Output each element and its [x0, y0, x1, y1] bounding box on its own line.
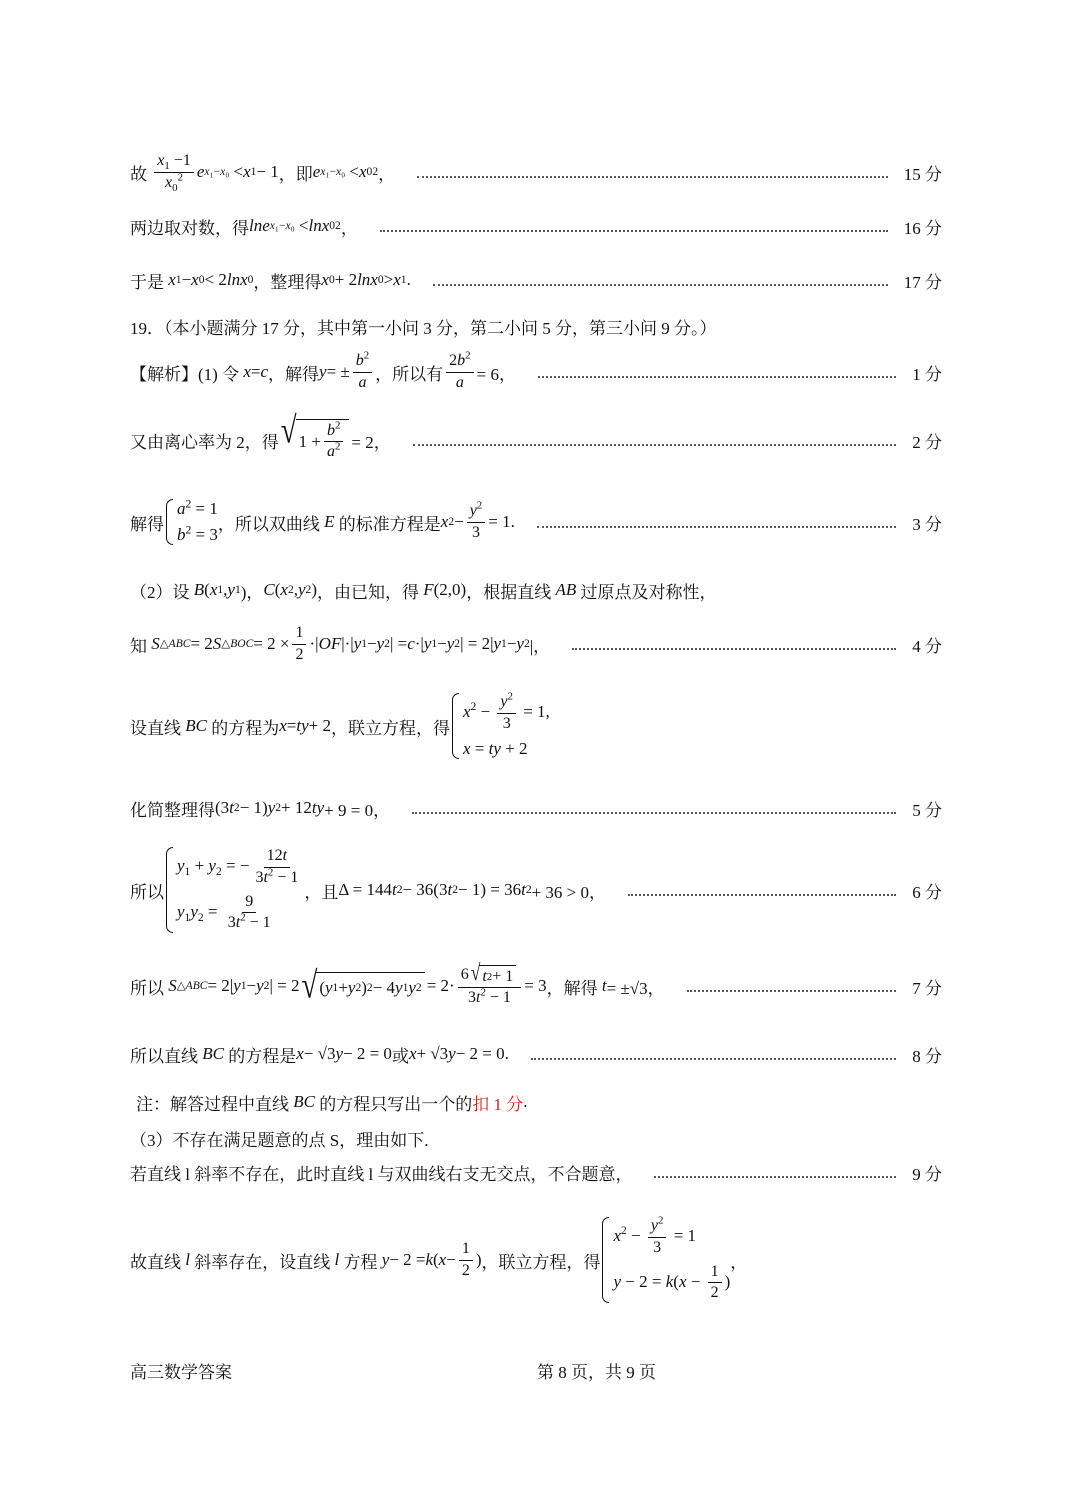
math-text: 知 S △ABC = 2 S △BOC = 2 × $\frac{1}{2}$ ·| OF |·| y 1 − y 2 | = c ·| y 1 − y 2 | = 2| y 1 − y 2 |， — [130, 624, 551, 663]
leader-dots — [628, 894, 896, 896]
score-label: 16 分 — [903, 218, 942, 238]
square-root: √ 1 + $\frac{b^2}{a^2}$ — [281, 419, 350, 462]
score-label: 9 分 — [912, 1164, 942, 1184]
leader-dots — [538, 376, 896, 378]
leader-dots — [531, 1058, 896, 1060]
equation-system: $x^2$ − $\frac{y^2}{3}$ = 1 y − 2 = k(x − $\frac{1}{2}$ ) — [602, 1217, 730, 1303]
leader-dots — [413, 444, 897, 446]
leader-dots — [412, 812, 896, 814]
score-label: 7 分 — [912, 978, 942, 998]
math-text: 于是 x 1 − x 0 < 2 lnx 0 ，整理得 x 0 + 2 lnx 0 > x 1 . — [130, 270, 411, 292]
score-label: 3 分 — [912, 514, 942, 534]
math-text: 设直线 BC 的方程为 x = ty + 2 ，联立方程，得 $x^2$ − $\frac{y^2}{3}$ = 1, x = ty + 2 — [130, 690, 550, 758]
solution-line-5 — [130, 778, 942, 838]
score-label: 8 分 — [912, 1046, 942, 1066]
solution-line-1 — [130, 342, 942, 402]
score-label: 15 分 — [903, 164, 942, 184]
math-text: 所以直线 BC 的方程是 x − √3 y − 2 = 0 或 x + √3 y − 2 = 0. — [130, 1044, 509, 1066]
leader-dots — [433, 284, 888, 286]
solution-line-3 — [130, 492, 942, 552]
equation-system: $y_1 + y_2$ = − $\frac{12t}{3t^2 - 1}$ $y_1y_2$ = $\frac{9}{3t^2 - 1}$ — [166, 847, 304, 933]
score-label: 5 分 — [912, 800, 942, 820]
deduction-note: 扣 1 分 — [472, 1094, 524, 1114]
leader-dots — [687, 990, 897, 992]
leader-dots — [572, 648, 896, 650]
leader-dots — [380, 230, 888, 232]
math-text: 两边取对数，得 lne x₁−x₀ < lnx 0 2 ， — [130, 216, 358, 238]
score-label: 17 分 — [903, 272, 942, 292]
math-text: 化简整理得 (3 t 2 − 1) y 2 + 12 ty + 9 = 0， — [130, 798, 391, 820]
score-label: 6 分 — [912, 882, 942, 902]
math-text: 故直线 l 斜率存在，设直线 l 方程 y − 2 = k ( x − $\frac{1}{2}$ ) ，联立方程，得 $x^2$ − $\frac{y^2}{3}$ = 1 y − 2 = k(x − $\frac{1}{2}$ ) ， — [130, 1214, 748, 1302]
equation-system: $a^2 = 1$ $b^2 = 3$ — [166, 499, 218, 545]
math-text: 解得 $a^2 = 1$ $b^2 = 3$ ，所以双曲线 E 的标准方程是 x 2 − $\frac{y^2}{3}$ = 1. — [130, 497, 515, 544]
solution-line-2 — [130, 410, 942, 470]
solution-line-15 — [130, 142, 942, 202]
footer-subject: 高三数学答案 — [130, 1363, 232, 1382]
solution-line-16 — [130, 196, 942, 256]
solution-line-system-2 — [130, 1214, 942, 1302]
math-text: 故 $\frac{x_1 -1}{x_0^2}$ e x₁−x₀ < x 1 − 1 ，即 e x₁−x₀ < x 0 2 ， — [130, 152, 396, 194]
score-label: 4 分 — [912, 636, 942, 656]
score-label: 1 分 — [912, 364, 942, 384]
part-3-intro: （3）不存在满足题意的点 S，理由如下. — [130, 1130, 429, 1150]
leader-dots — [537, 526, 896, 528]
fraction: $\frac{b^2}{a}$ — [353, 352, 372, 392]
question-19-header: 19．（本小题满分 17 分，其中第一小问 3 分，第二小问 5 分，第三小问 9 分。） — [130, 318, 717, 338]
grading-note: 注：解答过程中直线 BC 的方程只写出一个的 扣 1 分 . — [136, 1072, 942, 1132]
score-label: 2 分 — [912, 432, 942, 452]
solution-line-6 — [130, 842, 942, 938]
solution-line-9: 若直线 l 斜率不存在，此时直线 l 与双曲线右支无交点，不合题意， 9 分 — [130, 1142, 942, 1202]
solution-line-4 — [130, 614, 942, 674]
page-number: 第 8 页，共 9 页 — [537, 1363, 656, 1382]
fraction: $\frac{x_1 -1}{x_0^2}$ — [154, 152, 194, 192]
fraction: $\frac{2b^2}{a}$ — [446, 352, 473, 392]
math-text: 所以 S △ABC = 2| y 1 − y 2 | = 2 √ ( y 1 + y 2 ) 2 − 4 y 1 y 2 = 2· 6 √ t 2 + 1 $3t^2 - 1$ = 3 ，解得 t = ±√3， — [130, 958, 665, 1007]
math-text: 【解析】(1) 令 x = c ，解得 y = ± $\frac{b^2}{a}$ ，所以有 $\frac{2b^2}{a}$ = 6， — [130, 349, 516, 391]
solution-line-system — [130, 690, 942, 758]
part-2-intro — [130, 560, 942, 620]
math-text: （2）设 B ( x 1 , y 1 )， C ( x 2 , y 2 ) ，由已知，得 F (2,0) ，根据直线 AB 过原点及对称性， — [130, 580, 717, 602]
math-text: 又由离心率为 2，得 √ 1 + $\frac{b^2}{a^2}$ = 2， — [130, 409, 391, 460]
leader-dots — [654, 1176, 896, 1178]
math-text: 所以 $y_1 + y_2$ = − $\frac{12t}{3t^2 - 1}$ $y_1y_2$ = $\frac{9}{3t^2 - 1}$ ，且 Δ = 144 t 2 − 36(3 t 2 − 1) = 36 t 2 + 36 > 0， — [130, 847, 607, 932]
equation-system: $x^2$ − $\frac{y^2}{3}$ = 1, x = ty + 2 — [452, 693, 550, 759]
leader-dots — [417, 176, 888, 178]
solution-line-7 — [130, 956, 942, 1016]
